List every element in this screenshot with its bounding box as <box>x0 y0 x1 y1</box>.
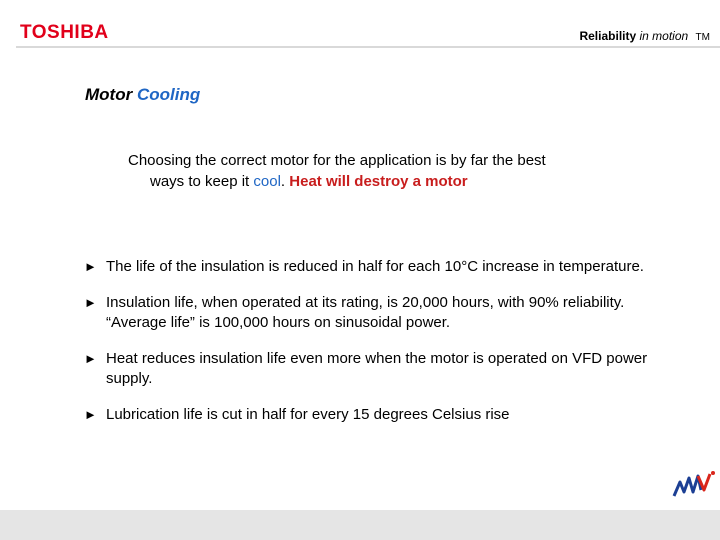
triangle-bullet-icon: ► <box>84 259 97 274</box>
title-part-motor: Motor <box>85 85 133 104</box>
bullet-item <box>84 405 684 425</box>
intro-line-2 <box>128 171 668 192</box>
bullet-text: Insulation life, when operated at its rating, is 20,000 hours, with 90% reliability. “Average life” is 100,000 hours on sinusoidal power. <box>106 294 625 331</box>
triangle-bullet-icon: ► <box>84 295 97 310</box>
triangle-bullet-icon: ► <box>84 351 97 366</box>
bullet-item <box>84 257 684 277</box>
intro-prefix: ways to keep it <box>150 173 250 190</box>
bullet-item <box>84 293 684 333</box>
intro-paragraph <box>128 150 668 192</box>
bullet-item <box>84 349 684 389</box>
bullet-list <box>84 257 684 441</box>
triangle-bullet-icon: ► <box>84 407 97 422</box>
tagline-bold: Reliability <box>579 29 637 43</box>
title-part-cooling: Cooling <box>136 85 201 104</box>
toshiba-logo: TOSHIBA <box>20 22 109 43</box>
footer-band <box>0 510 720 540</box>
tagline <box>579 29 710 43</box>
bullet-text: Lubrication life is cut in half for every 15 degrees Celsius rise <box>106 406 510 423</box>
bullet-text: The life of the insulation is reduced in half for each 10°C increase in temperature. <box>106 258 644 275</box>
tagline-tm: TM <box>695 32 710 43</box>
intro-cool-word: cool <box>253 173 281 190</box>
tagline-italic: in motion <box>639 29 689 43</box>
intro-period: . <box>280 173 286 190</box>
slide-title <box>85 85 200 105</box>
bullet-text: Heat reduces insulation life even more when the motor is operated on VFD power supply. <box>106 350 648 387</box>
intro-heat-warning: Heat will destroy a motor <box>289 173 468 190</box>
intro-line-1: Choosing the correct motor for the application is by far the best <box>128 152 546 169</box>
mv-wave-logo-icon <box>668 468 718 508</box>
header-divider <box>16 46 720 48</box>
